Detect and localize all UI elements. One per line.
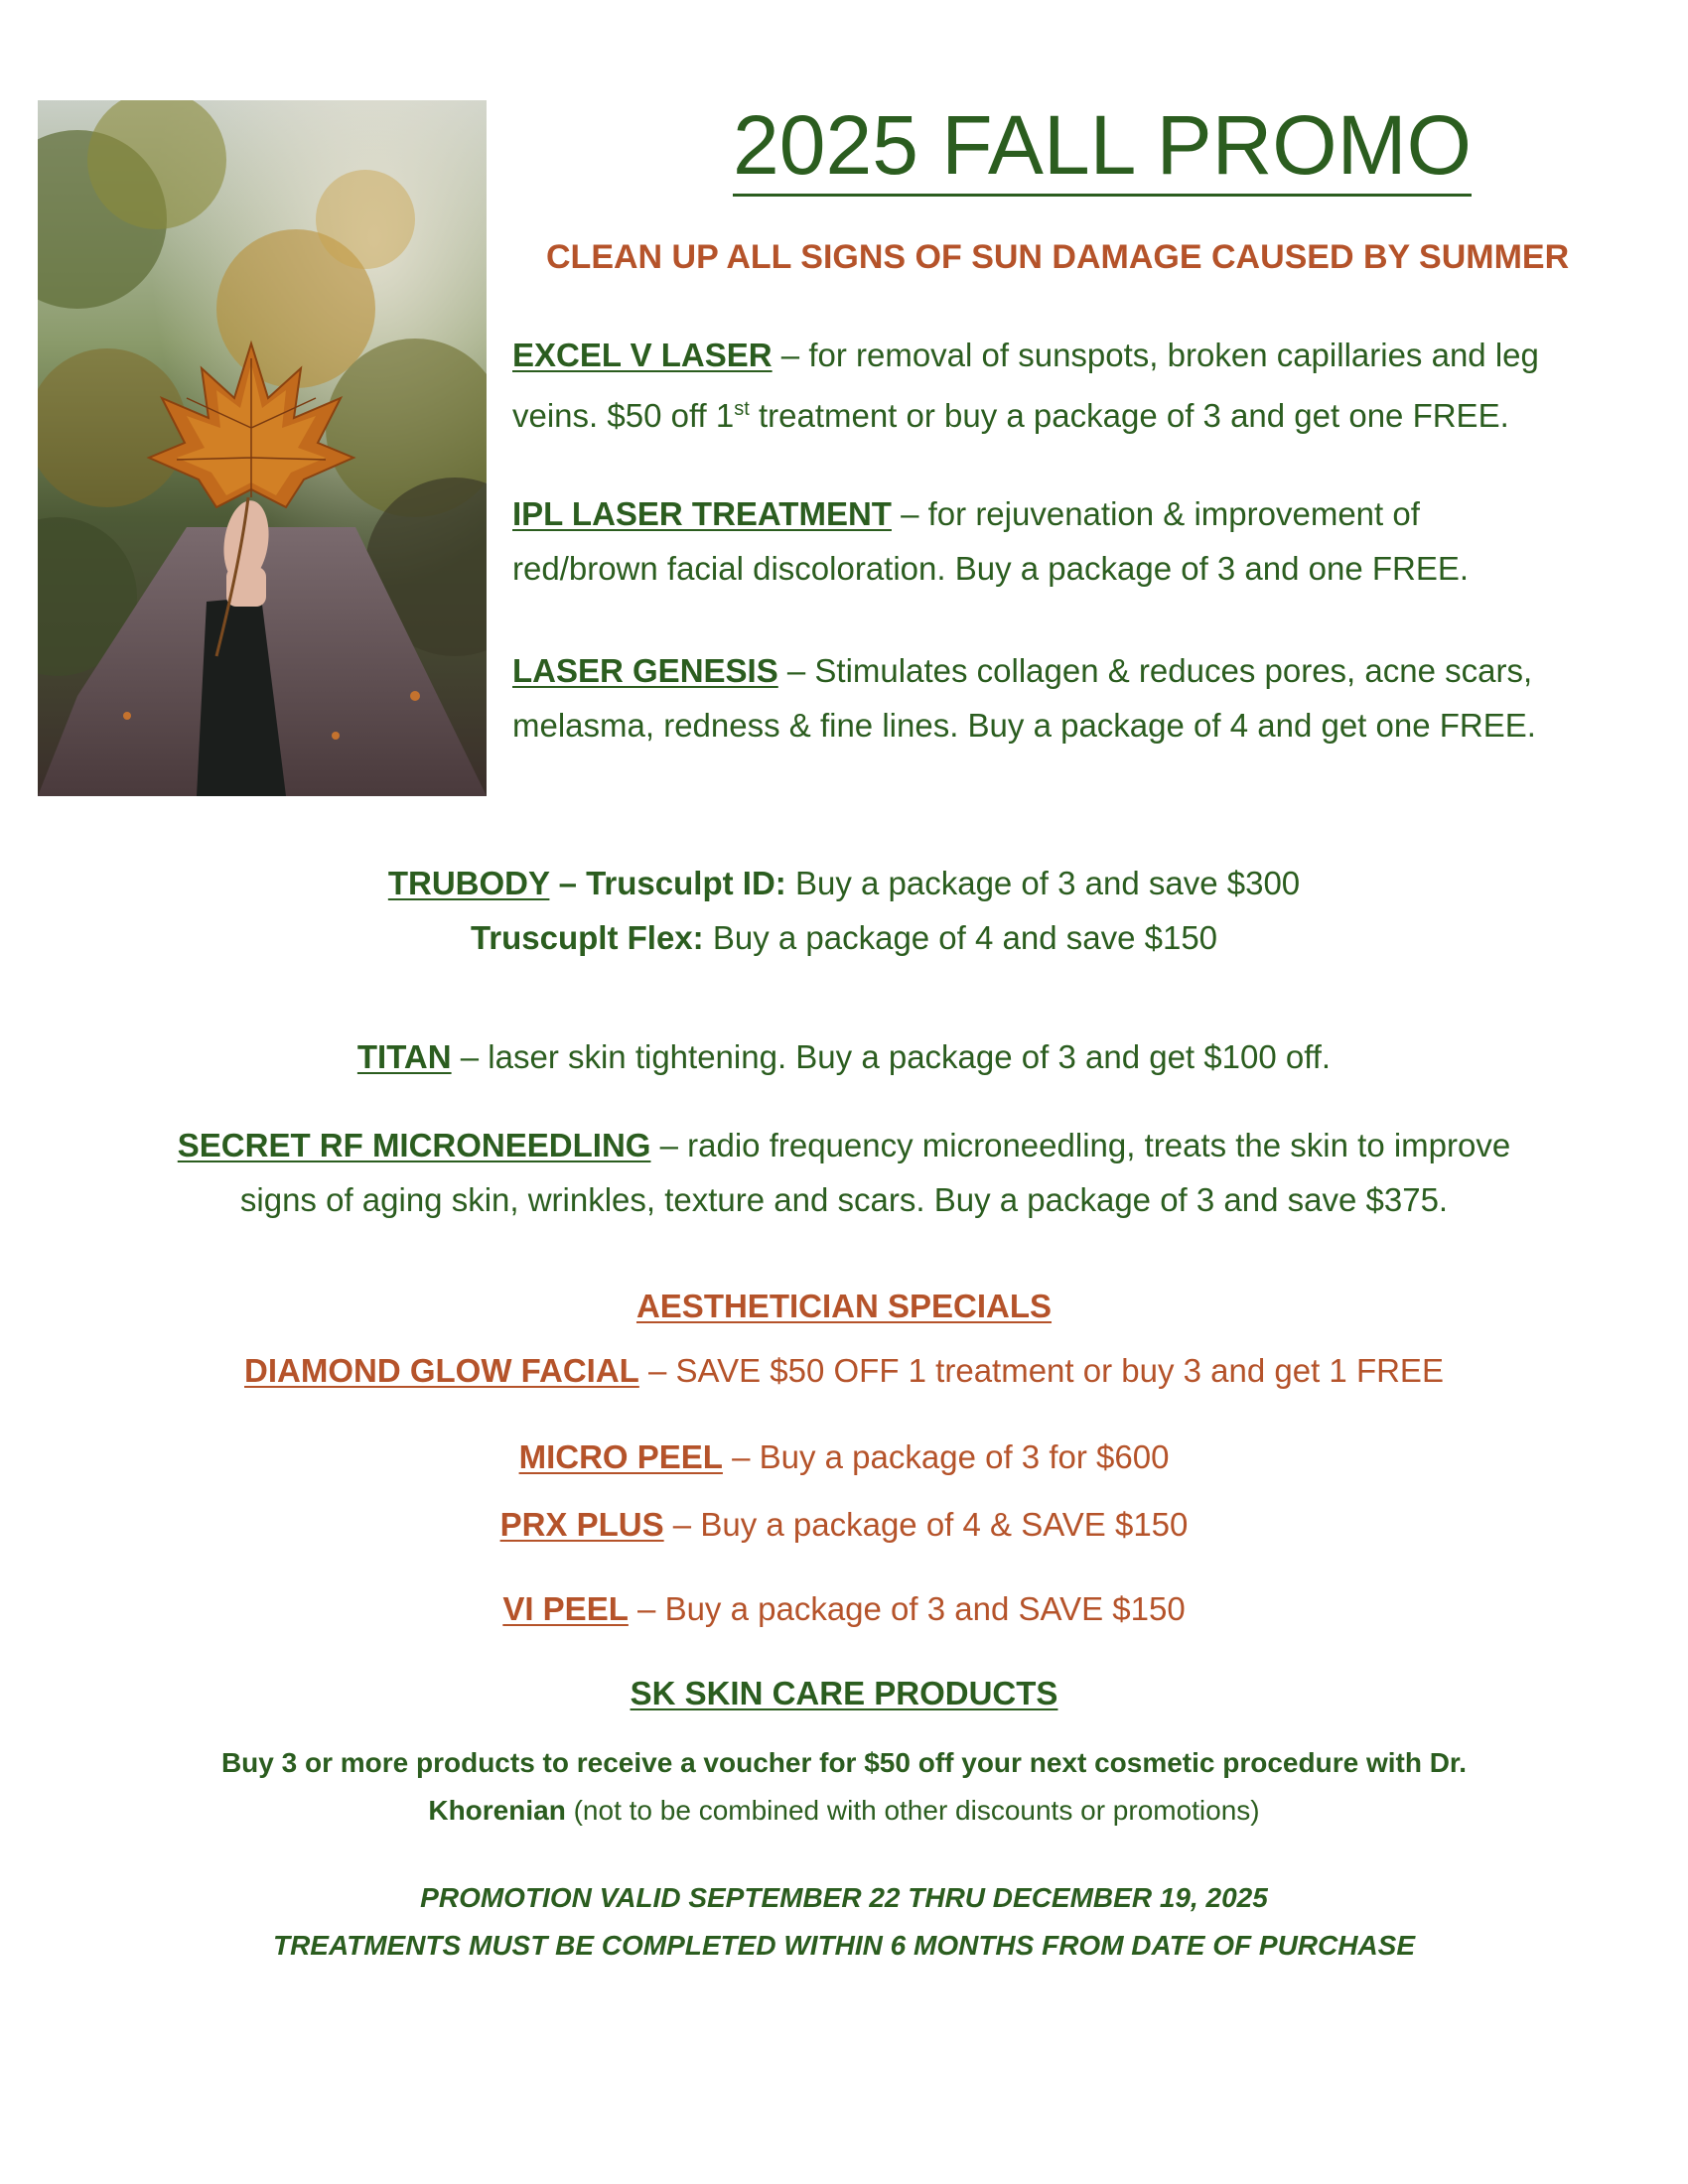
titan-name: TITAN (356, 1038, 452, 1075)
trubody-offer (0, 856, 1688, 965)
trusculpt-flex-offer: Buy a package of 4 and save $150 (703, 919, 1218, 956)
trusculpt-id-label: – Trusculpt ID: (549, 865, 786, 901)
secret-rf-name: SECRET RF MICRONEEDLING (177, 1127, 651, 1163)
vi-peel-offer (0, 1581, 1688, 1636)
skincare-disclaimer: (not to be combined with other discounts or promotions) (565, 1795, 1260, 1826)
skincare-heading: SK SKIN CARE PRODUCTS (630, 1675, 1058, 1711)
trubody-name: TRUBODY (387, 865, 550, 901)
excel-v-superscript: st (734, 398, 750, 420)
excel-v-desc-line1: – for removal of sunspots, broken capillaries and leg (772, 337, 1539, 373)
laser-genesis-offer (512, 643, 1644, 752)
excel-v-desc-line2b: treatment or buy a package of 3 and get one FREE. (749, 397, 1509, 434)
ipl-desc-line2: red/brown facial discoloration. Buy a package of 3 and one FREE. (512, 550, 1470, 587)
laser-genesis-name: LASER GENESIS (512, 652, 778, 689)
micro-peel-desc: – Buy a package of 3 for $600 (722, 1438, 1170, 1475)
diamond-glow-name: DIAMOND GLOW FACIAL (244, 1352, 639, 1389)
secret-rf-desc-line1: – radio frequency microneedling, treats the skin to improve (650, 1127, 1511, 1163)
secret-rf-desc-line2: signs of aging skin, wrinkles, texture and scars. Buy a package of 3 and save $375. (239, 1181, 1449, 1218)
excel-v-laser-offer (512, 328, 1644, 443)
autumn-leaf-photo (38, 100, 487, 796)
promo-validity: PROMOTION VALID SEPTEMBER 22 THRU DECEMBER 19, 2025 (420, 1882, 1268, 1913)
laser-genesis-desc-line2: melasma, redness & fine lines. Buy a package of 4 and get one FREE. (512, 707, 1536, 744)
subtitle: CLEAN UP ALL SIGNS OF SUN DAMAGE CAUSED BY SUMMER (546, 238, 1570, 276)
diamond-glow-offer (0, 1343, 1688, 1398)
diamond-glow-desc: – SAVE $50 OFF 1 treatment or buy 3 and get 1 FREE (638, 1352, 1444, 1389)
aesthetician-heading: AESTHETICIAN SPECIALS (635, 1288, 1053, 1324)
prx-plus-offer (0, 1497, 1688, 1552)
page-title: 2025 FALL PROMO (556, 95, 1648, 195)
vi-peel-name: VI PEEL (502, 1590, 629, 1627)
micro-peel-name: MICRO PEEL (518, 1438, 723, 1475)
ipl-desc-line1: – for rejuvenation & improvement of (891, 495, 1420, 532)
laser-genesis-desc-line1: – Stimulates collagen & reduces pores, acne scars, (777, 652, 1533, 689)
treatment-deadline: TREATMENTS MUST BE COMPLETED WITHIN 6 MONTHS FROM DATE OF PURCHASE (272, 1930, 1416, 1961)
prx-plus-name: PRX PLUS (499, 1506, 664, 1543)
vi-peel-desc: – Buy a package of 3 and SAVE $150 (628, 1590, 1186, 1627)
trusculpt-flex-label: Truscuplt Flex: (470, 919, 704, 956)
ipl-laser-offer (512, 486, 1644, 596)
ipl-laser-name: IPL LASER TREATMENT (512, 495, 892, 532)
titan-offer (0, 1029, 1688, 1084)
skincare-line1: Buy 3 or more products to receive a voucher for $50 off your next cosmetic procedure with Dr. (220, 1747, 1468, 1778)
excel-v-laser-name: EXCEL V LASER (512, 337, 773, 373)
prx-plus-desc: – Buy a package of 4 & SAVE $150 (663, 1506, 1189, 1543)
excel-v-desc-line2a: veins. $50 off 1 (512, 397, 735, 434)
micro-peel-offer (0, 1430, 1688, 1484)
promo-terms (0, 1874, 1688, 1970)
skincare-offer (0, 1739, 1688, 1835)
secret-rf-offer (0, 1118, 1688, 1227)
trusculpt-id-offer: Buy a package of 3 and save $300 (785, 865, 1301, 901)
skincare-doctor-name: Khorenian (428, 1795, 566, 1826)
titan-desc: – laser skin tightening. Buy a package of 3 and get $100 off. (451, 1038, 1332, 1075)
